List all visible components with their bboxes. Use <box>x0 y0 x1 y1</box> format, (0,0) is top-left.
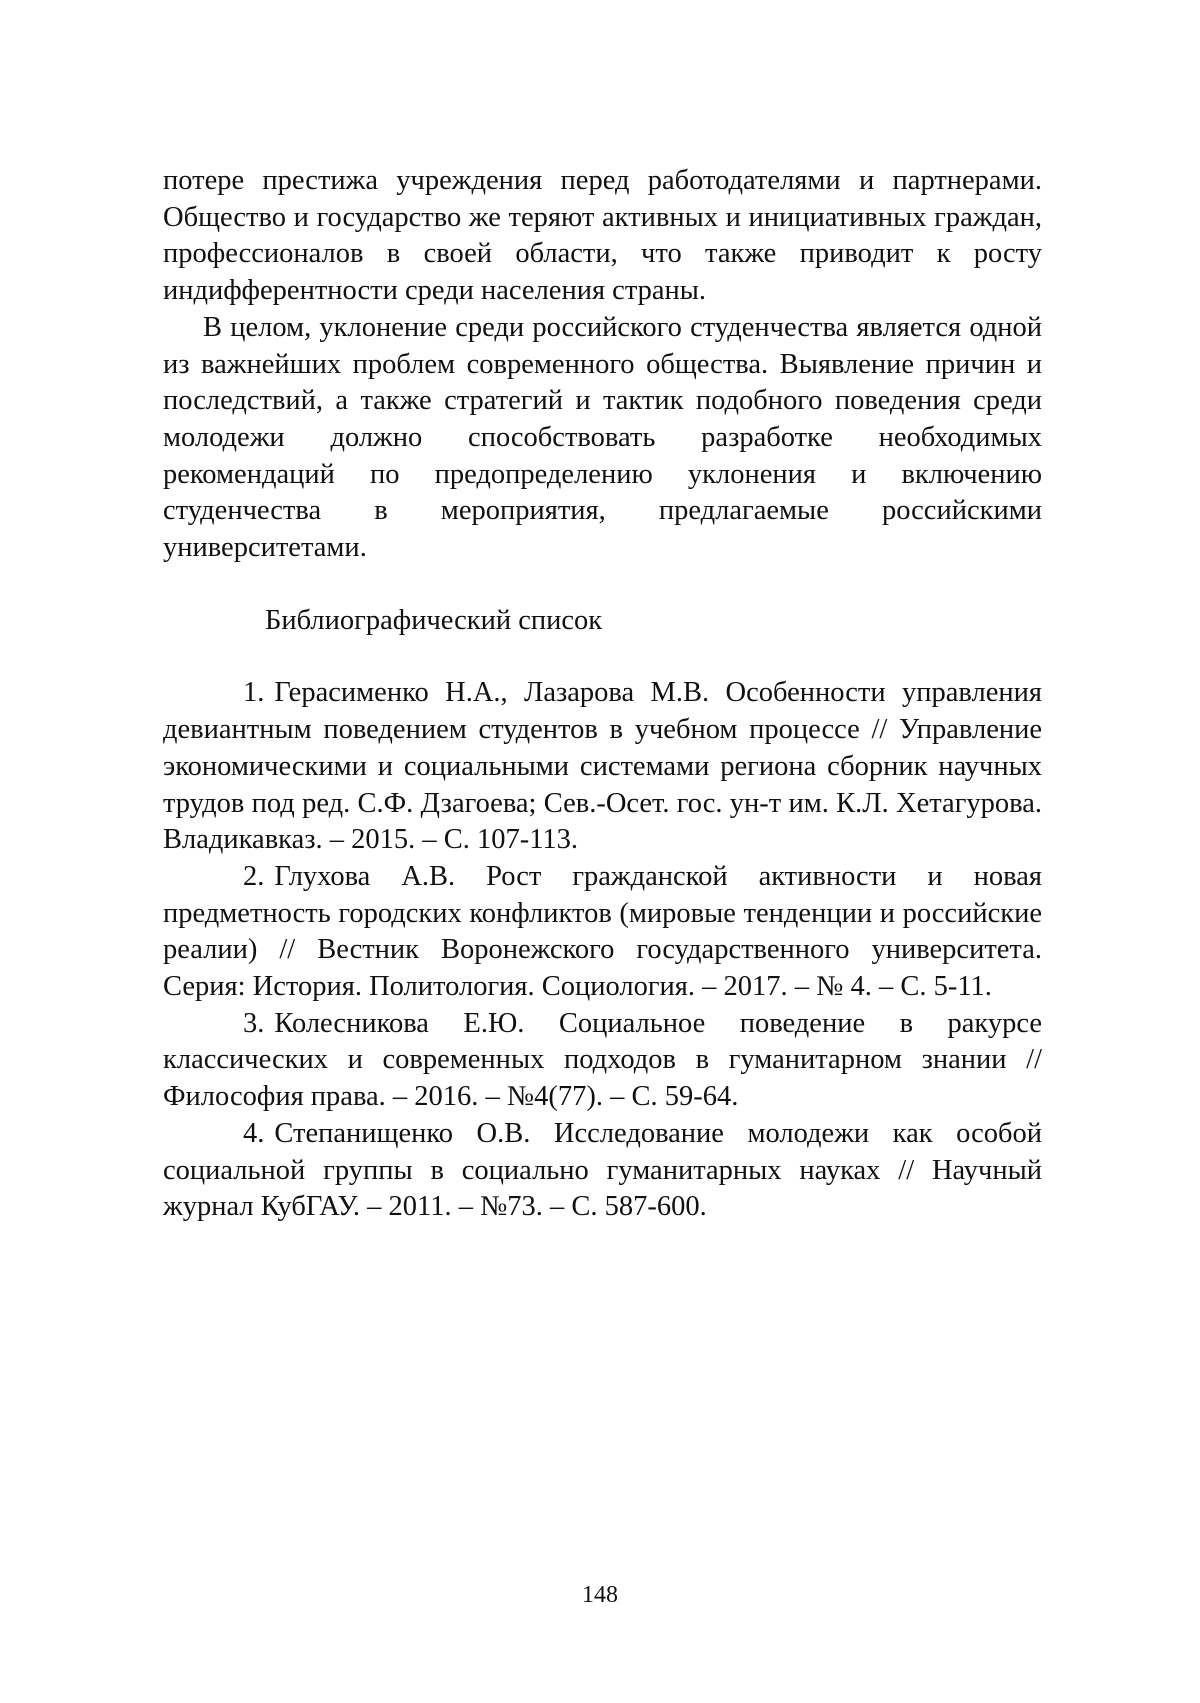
bibliography-heading: Библиографический список <box>265 604 603 636</box>
body-paragraph-continued: потере престижа учреждения перед работодателями и партнерами. Общество и государство же теряют активных и инициативных граждан, профессионалов в своей области, что также приводит к росту индифферентности среди населения страны. <box>163 165 1042 307</box>
bibliography-item <box>163 675 1042 859</box>
bibliography-item-number: 2. <box>243 860 265 892</box>
bibliography-item-text: Колесникова Е.Ю. Социальное поведение в ракурсе классических и современных подходов в гуманитарном знании // Философия права. – 2016. – №4(77). – С. 59-64. <box>163 1007 1042 1113</box>
bibliography-list <box>163 675 1042 1226</box>
bibliography-item <box>163 1116 1042 1226</box>
bibliography-item-text: Герасименко Н.А., Лазарова М.В. Особенности управления девиантным поведением студентов в учебном процессе // Управление экономическими и социальными системами региона сборник научных трудов под ред. С.Ф. Дзагоева; Сев.-Осет. гос. ун-т им. К.Л. Хетагурова. Владикавказ. – 2015. – С. 107-113. <box>163 677 1042 856</box>
bibliography-item-text: Глухова А.В. Рост гражданской активности и новая предметность городских конфликтов (мировые тенденции и российские реалии) // Вестник Воронежского государственного университета. Серия: История. Политология. Социология. – 2017. – № 4. – С. 5-11. <box>163 860 1042 1003</box>
body-paragraph-conclusion: В целом, уклонение среди российского студенчества является одной из важнейших проблем современного общества. Выявление причин и последствий, а также стратегий и тактик подобного поведения среди молодежи должно способствовать разработке необходимых рекомендаций по предопределению уклонения и включению студенчества в мероприятия, предлагаемые российскими университетами. <box>163 311 1042 564</box>
bibliography-item-number: 1. <box>243 677 265 709</box>
page-text <box>163 163 1042 1226</box>
bibliography-item-number: 3. <box>243 1007 265 1039</box>
bibliography-item <box>163 1006 1042 1116</box>
page-number: 148 <box>582 1582 618 1608</box>
bibliography-item-text: Степанищенко О.В. Исследование молодежи как особой социальной группы в социально гуманитарных науках // Научный журнал КубГАУ. – 2011. – №73. – С. 587-600. <box>163 1117 1042 1223</box>
bibliography-item <box>163 859 1042 1006</box>
bibliography-item-number: 4. <box>243 1117 265 1149</box>
